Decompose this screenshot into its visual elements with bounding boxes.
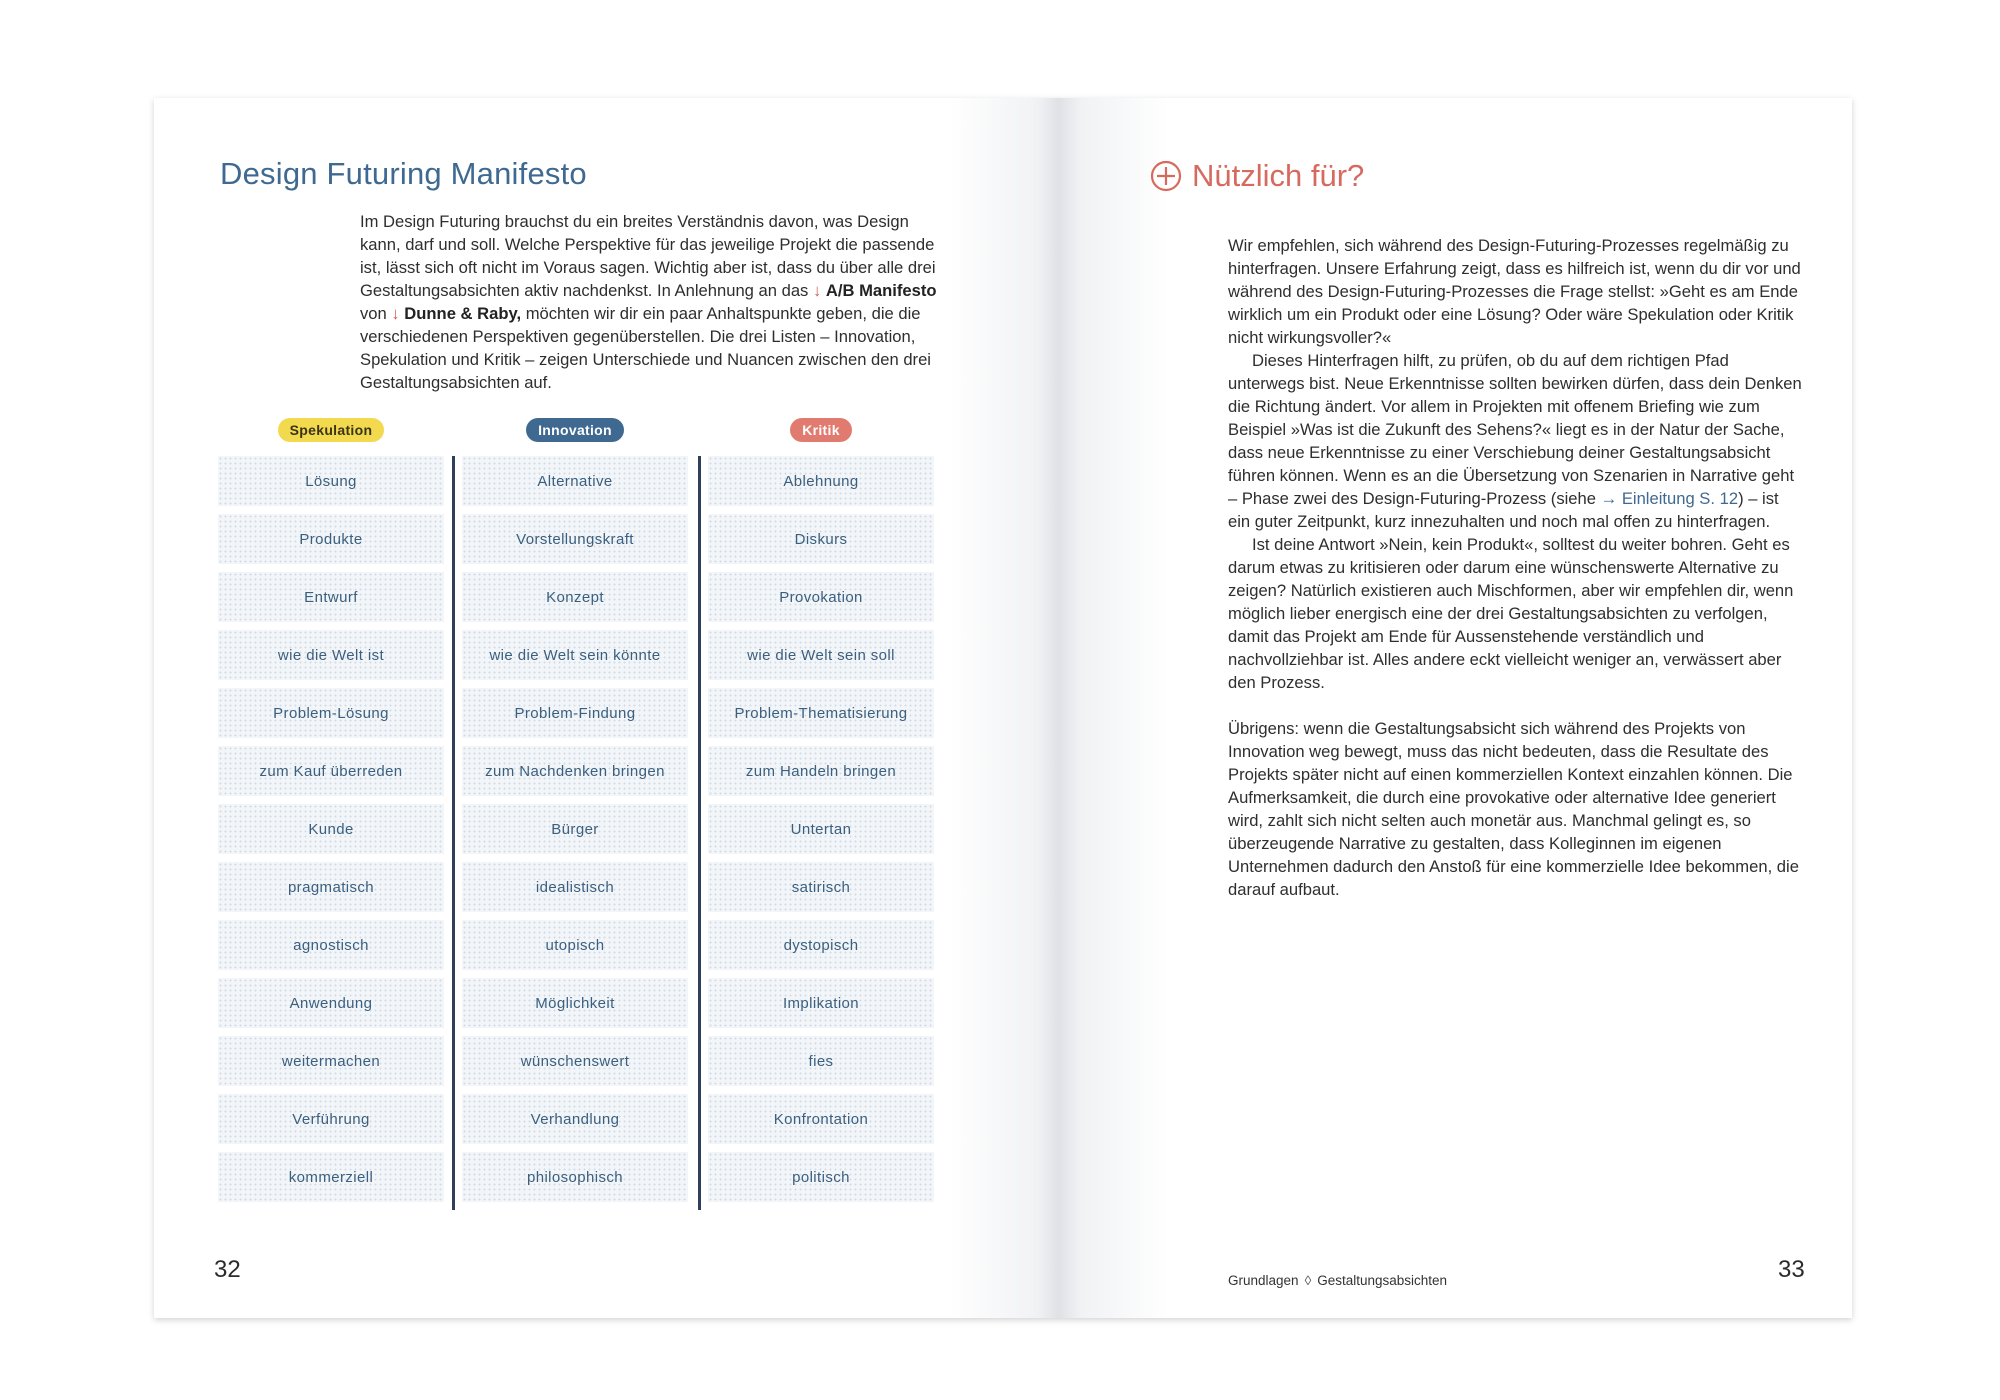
body-text-fragment: ) – ist ein guter Zeitpunkt, kurz innezuhalten und noch mal offen zu hinterfragen. [1228, 489, 1779, 531]
body-paragraph: Wir empfehlen, sich während des Design-Futuring-Prozesses regelmäßig zu hinterfragen. Unsere Erfahrung zeigt, dass es hilfreich ist, wenn du dir vor und während des Design-Futuring-Prozesses die Frage stellst: »Geht es am Ende wirklich um ein Produkt oder eine Lösung? Oder wäre Spekulation oder Kritik nicht wirkungsvoller?« [1228, 236, 1801, 347]
table-cell: Provokation [708, 572, 934, 622]
table-cell: Implikation [708, 978, 934, 1028]
column-spekulation [214, 418, 448, 1210]
section-heading-text: Nützlich für? [1192, 158, 1365, 193]
table-cell: wie die Welt sein könnte [462, 630, 688, 680]
table-cell: wünschenswert [462, 1036, 688, 1086]
page-number-left: 32 [214, 1256, 241, 1283]
table-cell: zum Handeln bringen [708, 746, 934, 796]
page-number-right: 33 [1778, 1256, 1805, 1283]
table-cell: Verführung [218, 1094, 444, 1144]
column-innovation [458, 418, 692, 1210]
book-spread [154, 98, 1852, 1318]
table-cell: zum Nachdenken bringen [462, 746, 688, 796]
table-cell: fies [708, 1036, 934, 1086]
column-kritik [704, 418, 938, 1210]
reference-dunne-raby: Dunne & Raby, [404, 304, 522, 323]
running-footer [1228, 1273, 1447, 1288]
table-cell: Problem-Thematisierung [708, 688, 934, 738]
page-title: Design Futuring Manifesto [220, 156, 587, 191]
table-cell: Konfrontation [708, 1094, 934, 1144]
cross-reference-link[interactable]: → Einleitung S. 12 [1600, 489, 1739, 508]
table-cell: Problem-Findung [462, 688, 688, 738]
down-arrow-icon: ↓ [812, 281, 822, 300]
table-cell: Problem-Lösung [218, 688, 444, 738]
body-text [1228, 234, 1804, 901]
section-heading [1150, 158, 1364, 194]
table-cell: weitermachen [218, 1036, 444, 1086]
body-text-fragment: Dieses Hinterfragen hilft, zu prüfen, ob du auf dem richtigen Pfad unterwegs bist. Neue Erkenntnisse sollten bewirken dürfen, dass dein Denken die Richtung ändert. Vor allem in Projekten mit offenem Briefing wie zum Beispiel »Was ist die Zukunft des Sehens?« liegt es in der Natur der Sache, dass neue Erkenntnisse zu einer Verschiebung deiner Gestaltungsabsicht führen können. Wenn es an die Übersetzung von Szenarien in Narrative geht – Phase zwei des Design-Futuring-Prozess (siehe [1228, 351, 1802, 508]
table-cell: zum Kauf überreden [218, 746, 444, 796]
table-cell: satirisch [708, 862, 934, 912]
book-gutter-shadow [949, 98, 1169, 1318]
table-cell: Anwendung [218, 978, 444, 1028]
body-paragraph: Ist deine Antwort »Nein, kein Produkt«, solltest du weiter bohren. Geht es darum etwas zu kritisieren oder darum eine wünschenswerte Alternative zu zeigen? Natürlich existieren auch Mischformen, aber wir empfehlen dir, wenn möglich lieber energisch eine der drei Gestaltungsabsichten zu verfolgen, damit das Projekt am Ende für Aussenstehende verständlich und nachvollziehbar ist. Alles andere eckt vielleicht weniger an, verwässert aber den Prozess. [1228, 535, 1794, 692]
intro-text-1: Im Design Futuring brauchst du ein breites Verständnis davon, was Design kann, darf und soll. Welche Perspektive für das jeweilige Projekt die passende ist, lässt sich oft nicht im Voraus sagen. Wichtig aber ist, dass du über alle drei Gestaltungsabsichten aktiv nachdenkst. In Anlehnung an das [360, 212, 936, 300]
column-label-innovation: Innovation [526, 418, 624, 442]
column-divider [698, 456, 701, 1210]
table-cell: wie die Welt sein soll [708, 630, 934, 680]
table-cell: wie die Welt ist [218, 630, 444, 680]
table-cell: kommerziell [218, 1152, 444, 1202]
reference-ab-manifesto: A/B Manifesto [825, 281, 937, 300]
table-cell: Vorstellungskraft [462, 514, 688, 564]
table-cell: Kunde [218, 804, 444, 854]
table-cell: Lösung [218, 456, 444, 506]
column-label-kritik: Kritik [790, 418, 852, 442]
table-cell: pragmatisch [218, 862, 444, 912]
table-cell: Konzept [462, 572, 688, 622]
column-divider [452, 456, 455, 1210]
table-cell: utopisch [462, 920, 688, 970]
column-label-spekulation: Spekulation [278, 418, 385, 442]
table-cell: agnostisch [218, 920, 444, 970]
body-paragraph: Übrigens: wenn die Gestaltungsabsicht sich während des Projekts von Innovation weg bewegt, muss das nicht bedeuten, dass die Resultate des Projekts später nicht auf einen kommerziellen Kontext einzahlen können. Die Aufmerksamkeit, die durch eine provokative oder alternative Idee generiert wird, zahlt sich nicht selten auch monetär aus. Manchmal gelingt es, so überzeugende Narrative zu gestalten, dass Kolleginnen im eigenen Unternehmen dadurch den Anstoß für eine kommerzielle Idee bekommen, die darauf aufbaut. [1228, 719, 1799, 899]
table-cell: Diskurs [708, 514, 934, 564]
table-cell: Alternative [462, 456, 688, 506]
intro-text-3: möchten wir dir ein paar Anhaltspunkte geben, die die verschiedenen Perspektiven gegenüberstellen. Die drei Listen – Innovation, Spekulation und Kritik – zeigen Unterschiede und Nuancen zwischen den drei Gestaltungsabsichten auf. [360, 304, 931, 392]
footer-subsection: Gestaltungsabsichten [1317, 1273, 1448, 1288]
manifesto-table [214, 418, 940, 1210]
down-arrow-icon: ↓ [391, 304, 400, 323]
footer-separator: ◊ [1304, 1273, 1312, 1288]
table-cell: Entwurf [218, 572, 444, 622]
table-cell: politisch [708, 1152, 934, 1202]
table-cell: philosophisch [462, 1152, 688, 1202]
table-cell: Ablehnung [708, 456, 934, 506]
table-cell: Produkte [218, 514, 444, 564]
table-cell: Untertan [708, 804, 934, 854]
table-cell: dystopisch [708, 920, 934, 970]
intro-text-2: von [360, 304, 392, 323]
table-cell: idealistisch [462, 862, 688, 912]
footer-section: Grundlagen [1228, 1273, 1299, 1288]
intro-paragraph [360, 210, 940, 394]
body-paragraph [1228, 349, 1804, 533]
table-cell: Verhandlung [462, 1094, 688, 1144]
table-cell: Bürger [462, 804, 688, 854]
plus-circle-icon [1150, 160, 1182, 192]
table-cell: Möglichkeit [462, 978, 688, 1028]
